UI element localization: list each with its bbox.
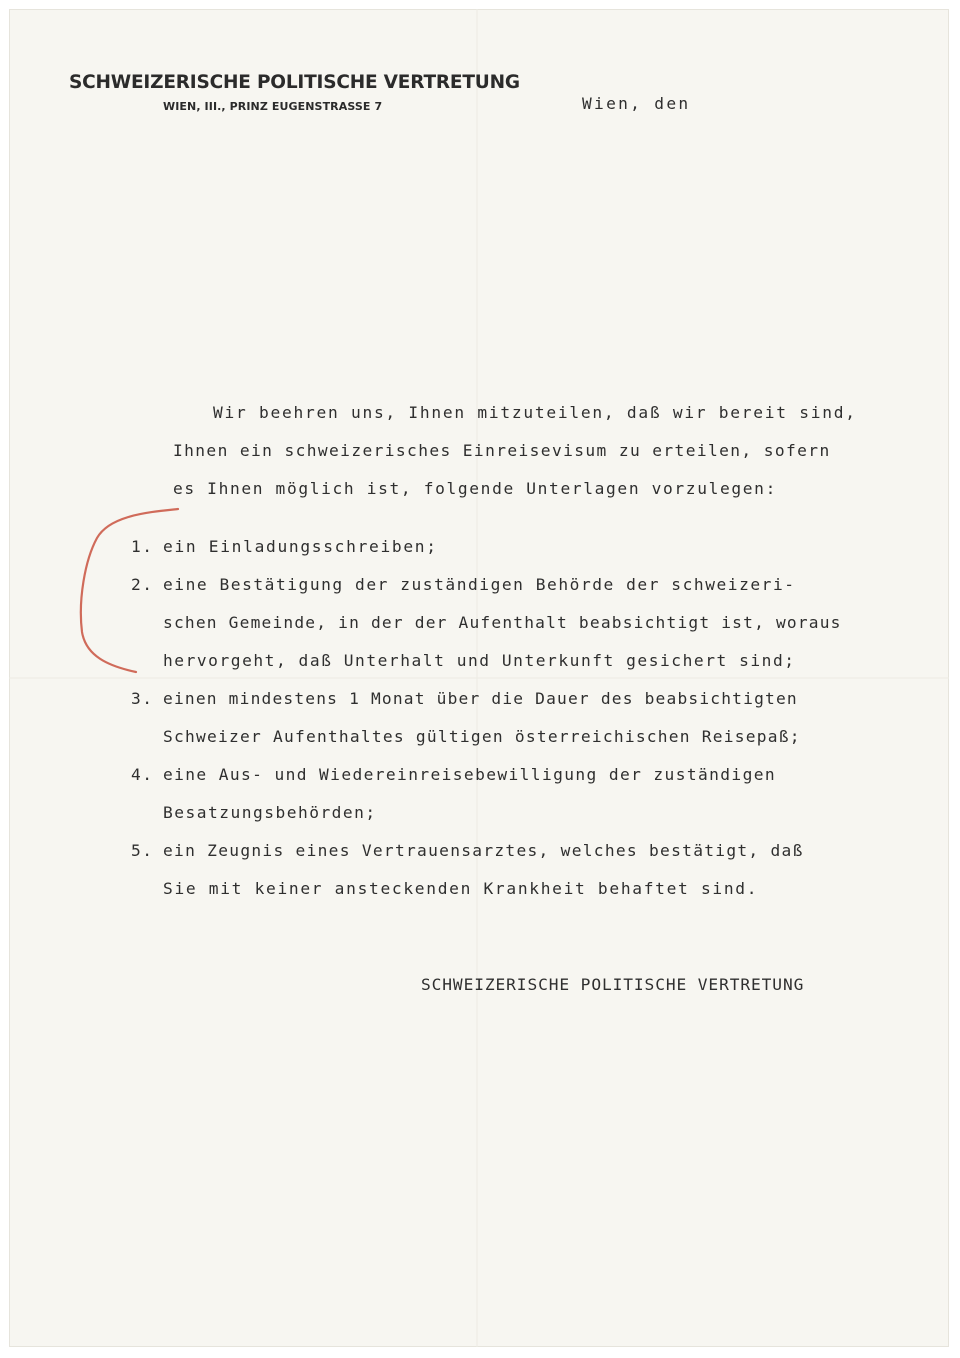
list-item-number: 1. (131, 537, 154, 556)
list-item-number: 2. (131, 575, 154, 594)
letter-sheet (9, 9, 949, 1347)
letterhead-address: WIEN, III., PRINZ EUGENSTRASSE 7 (163, 100, 383, 113)
intro-line-3: es Ihnen möglich ist, folgende Unterlagen vorzulegen: (173, 479, 777, 498)
list-item-line: ein Einladungsschreiben; (163, 537, 438, 556)
list-item-line: ein Zeugnis eines Vertrauensarztes, welches bestätigt, daß (163, 841, 804, 860)
list-item-number: 3. (131, 689, 154, 708)
list-item-line: einen mindestens 1 Monat über die Dauer des beabsichtigten (163, 689, 798, 708)
list-item-line: eine Bestätigung der zuständigen Behörde der schweizeri- (163, 575, 796, 594)
paper-fold-lines (9, 9, 949, 1347)
list-item-line: Schweizer Aufenthaltes gültigen österreichischen Reisepaß; (163, 727, 801, 746)
letterhead (69, 72, 520, 113)
signature: SCHWEIZERISCHE POLITISCHE VERTRETUNG (421, 975, 805, 994)
list-item-line: schen Gemeinde, in der der Aufenthalt beabsichtigt ist, woraus (163, 613, 842, 632)
intro-line-1: Wir beehren uns, Ihnen mitzuteilen, daß wir bereit sind, (213, 403, 857, 422)
list-item-line: Sie mit keiner ansteckenden Krankheit behaftet sind. (163, 879, 759, 898)
list-item-line: eine Aus- und Wiedereinreisebewilligung der zuständigen (163, 765, 777, 784)
list-item-line: Besatzungsbehörden; (163, 803, 377, 822)
list-item-number: 4. (131, 765, 154, 784)
intro-line-2: Ihnen ein schweizerisches Einreisevisum zu erteilen, sofern (173, 441, 831, 460)
letterhead-organization: SCHWEIZERISCHE POLITISCHE VERTRETUNG (69, 72, 520, 93)
list-item-line: hervorgeht, daß Unterhalt und Unterkunft gesichert sind; (163, 651, 796, 670)
place-date: Wien, den (582, 94, 691, 113)
list-item-number: 5. (131, 841, 154, 860)
